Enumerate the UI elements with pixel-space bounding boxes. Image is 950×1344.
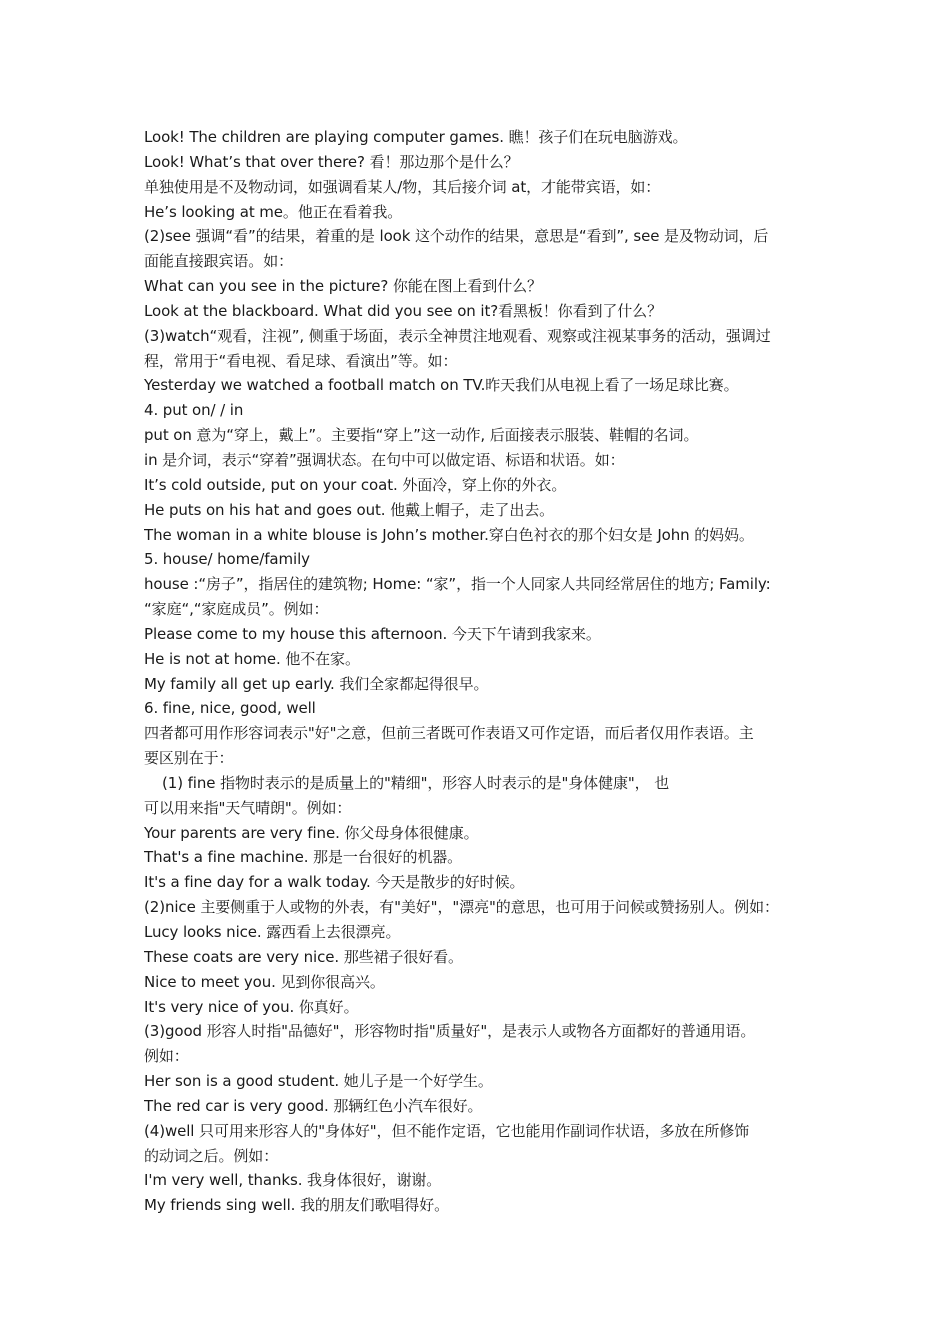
text-line: Her son is a good student. 她儿子是一个好学生。 bbox=[144, 1072, 493, 1091]
text-line: 要区别在于： bbox=[144, 749, 234, 768]
text-line: The red car is very good. 那辆红色小汽车很好。 bbox=[144, 1096, 483, 1115]
text-line: 例如： bbox=[144, 1047, 189, 1066]
text-line: My friends sing well. 我的朋友们歌唱得好。 bbox=[144, 1196, 449, 1215]
text-line: Please come to my house this afternoon. 今天下午请到我家来。 bbox=[144, 624, 601, 643]
text-line: (3)watch“观看，注视”, 侧重于场面，表示全神贯注地观看、观察或注视某事务的活动，强调过 bbox=[144, 326, 771, 345]
text-line: Look! The children are playing computer games. 瞧！孩子们在玩电脑游戏。 bbox=[144, 128, 688, 146]
text-line: He’s looking at me。他正在看着我。 bbox=[144, 202, 403, 221]
text-line: 单独使用是不及物动词，如强调看某人/物，其后接介词 at，才能带宾语，如： bbox=[144, 177, 661, 196]
text-line: It’s cold outside, put on your coat. 外面冷，穿上你的外衣。 bbox=[144, 475, 567, 494]
text-line: 四者都可用作形容词表示"好"之意，但前三者既可作表语又可作定语，而后者仅用作表语。主 bbox=[144, 724, 754, 743]
section-heading: 4. put on/ / in bbox=[144, 401, 244, 420]
text-line: He puts on his hat and goes out. 他戴上帽子，走了出去。 bbox=[144, 500, 555, 519]
text-line: (3)good 形容人时指"品德好"，形容物时指"质量好"，是表示人或物各方面都好的普通用语。 bbox=[144, 1022, 756, 1041]
text-line: What can you see in the picture? 你能在图上看到什么？ bbox=[144, 277, 542, 296]
text-line: Look! What’s that over there? 看！那边那个是什么？ bbox=[144, 152, 519, 171]
text-line: (1) fine 指物时表示的是质量上的"精细"，形容人时表示的是"身体健康"， 也 bbox=[162, 773, 670, 792]
text-line: “家庭“,“家庭成员”。例如： bbox=[144, 600, 329, 619]
text-line: Look at the blackboard. What did you see on it?看黑板！你看到了什么？ bbox=[144, 301, 662, 320]
text-line: 面能直接跟宾语。如： bbox=[144, 252, 294, 271]
text-line: Yesterday we watched a football match on TV.昨天我们从电视上看了一场足球比赛。 bbox=[144, 376, 739, 395]
text-line: (2)see 强调“看”的结果，着重的是 look 这个动作的结果，意思是“看到”, see 是及物动词，后 bbox=[144, 227, 769, 246]
text-line: Lucy looks nice. 露西看上去很漂亮。 bbox=[144, 923, 401, 941]
text-line: My family all get up early. 我们全家都起得很早。 bbox=[144, 674, 489, 693]
text-line: (4)well 只可用来形容人的"身体好"，但不能作定语，它也能用作副词作状语，多放在所修饰 bbox=[144, 1121, 750, 1140]
text-line: That's a fine machine. 那是一台很好的机器。 bbox=[144, 848, 463, 867]
text-line: Your parents are very fine. 你父母身体很健康。 bbox=[144, 823, 479, 842]
text-line: 程，常用于“看电视、看足球、看演出”等。如： bbox=[144, 351, 458, 370]
text-line: I'm very well, thanks. 我身体很好，谢谢。 bbox=[144, 1171, 442, 1190]
text-line: The woman in a white blouse is John’s mother.穿白色衬衣的那个妇女是 John 的妈妈。 bbox=[144, 525, 754, 544]
text-line: He is not at home. 他不在家。 bbox=[144, 649, 360, 668]
text-line: It's very nice of you. 你真好。 bbox=[144, 997, 359, 1016]
text-line: It's a fine day for a walk today. 今天是散步的好时候。 bbox=[144, 873, 525, 892]
text-line: (2)nice 主要侧重于人或物的外表，有"美好"，"漂亮"的意思，也可用于问候或赞扬别人。例如： bbox=[144, 898, 779, 917]
text-line: 的动词之后。例如： bbox=[144, 1146, 279, 1165]
text-line: house :“房子”，指居住的建筑物; Home: “家”，指一个人同家人共同经常居住的地方; Family: bbox=[144, 575, 771, 594]
document-body bbox=[144, 125, 814, 1218]
text-line: These coats are very nice. 那些裙子很好看。 bbox=[144, 947, 463, 966]
text-line: 可以用来指"天气晴朗"。例如： bbox=[144, 798, 352, 817]
section-heading: 5. house/ home/family bbox=[144, 550, 310, 569]
section-heading: 6. fine, nice, good, well bbox=[144, 699, 316, 718]
text-line: put on 意为“穿上，戴上”。主要指“穿上”这一动作, 后面接表示服装、鞋帽的名词。 bbox=[144, 426, 699, 445]
text-line: Nice to meet you. 见到你很高兴。 bbox=[144, 972, 385, 991]
text-line: in 是介词，表示“穿着”强调状态。在句中可以做定语、标语和状语。如： bbox=[144, 450, 625, 469]
